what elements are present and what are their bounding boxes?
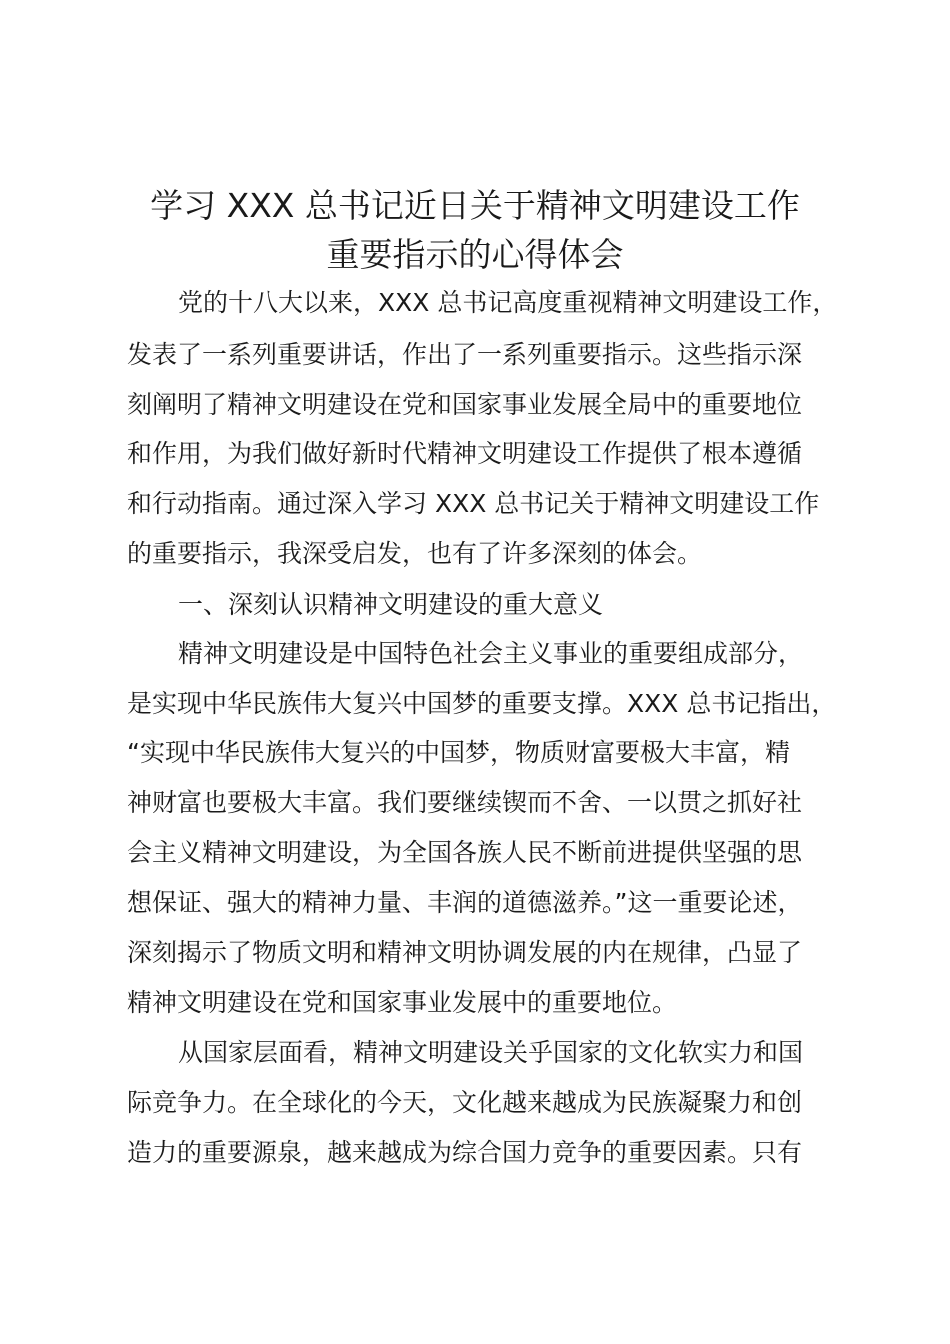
document-title-line-1: 学习 XXX 总书记近日关于精神文明建设工作 (150, 186, 800, 225)
paragraph-line: 从国家层面看，精神文明建设关乎国家的文化软实力和国 (178, 1038, 804, 1067)
paragraph-line: 党的十八大以来，XXX 总书记高度重视精神文明建设工作， (178, 288, 838, 317)
paragraph-line: 神财富也要极大丰富。我们要继续锲而不舍、一以贯之抓好社 (127, 788, 803, 817)
paragraph-line: 发表了一系列重要讲话，作出了一系列重要指示。这些指示深 (127, 340, 803, 369)
section-heading: 一、深刻认识精神文明建设的重大意义 (178, 590, 604, 619)
paragraph-line: 际竞争力。在全球化的今天，文化越来越成为民族凝聚力和创 (127, 1088, 803, 1117)
paragraph-line: 深刻揭示了物质文明和精神文明协调发展的内在规律，凸显了 (127, 938, 803, 967)
paragraph-line: 会主义精神文明建设，为全国各族人民不断前进提供坚强的思 (127, 838, 803, 867)
paragraph-line: 刻阐明了精神文明建设在党和国家事业发展全局中的重要地位 (127, 390, 803, 419)
paragraph-line: 是实现中华民族伟大复兴中国梦的重要支撑。XXX 总书记指出， (127, 689, 837, 718)
paragraph-line: 精神文明建设是中国特色社会主义事业的重要组成部分， (178, 639, 804, 668)
paragraph-line: 和作用，为我们做好新时代精神文明建设工作提供了根本遵循 (127, 439, 803, 468)
paragraph-line: 的重要指示，我深受启发，也有了许多深刻的体会。 (127, 539, 703, 568)
document-title-line-2: 重要指示的心得体会 (326, 235, 624, 274)
paragraph-line: 造力的重要源泉，越来越成为综合国力竞争的重要因素。只有 (127, 1138, 803, 1167)
paragraph-line: 想保证、强大的精神力量、丰润的道德滋养。”这一重要论述， (127, 888, 803, 917)
paragraph-line: 和行动指南。通过深入学习 XXX 总书记关于精神文明建设工作 (127, 489, 820, 518)
paragraph-line: “实现中华民族伟大复兴的中国梦，物质财富要极大丰富，精 (127, 738, 790, 767)
paragraph-line: 精神文明建设在党和国家事业发展中的重要地位。 (127, 988, 678, 1017)
